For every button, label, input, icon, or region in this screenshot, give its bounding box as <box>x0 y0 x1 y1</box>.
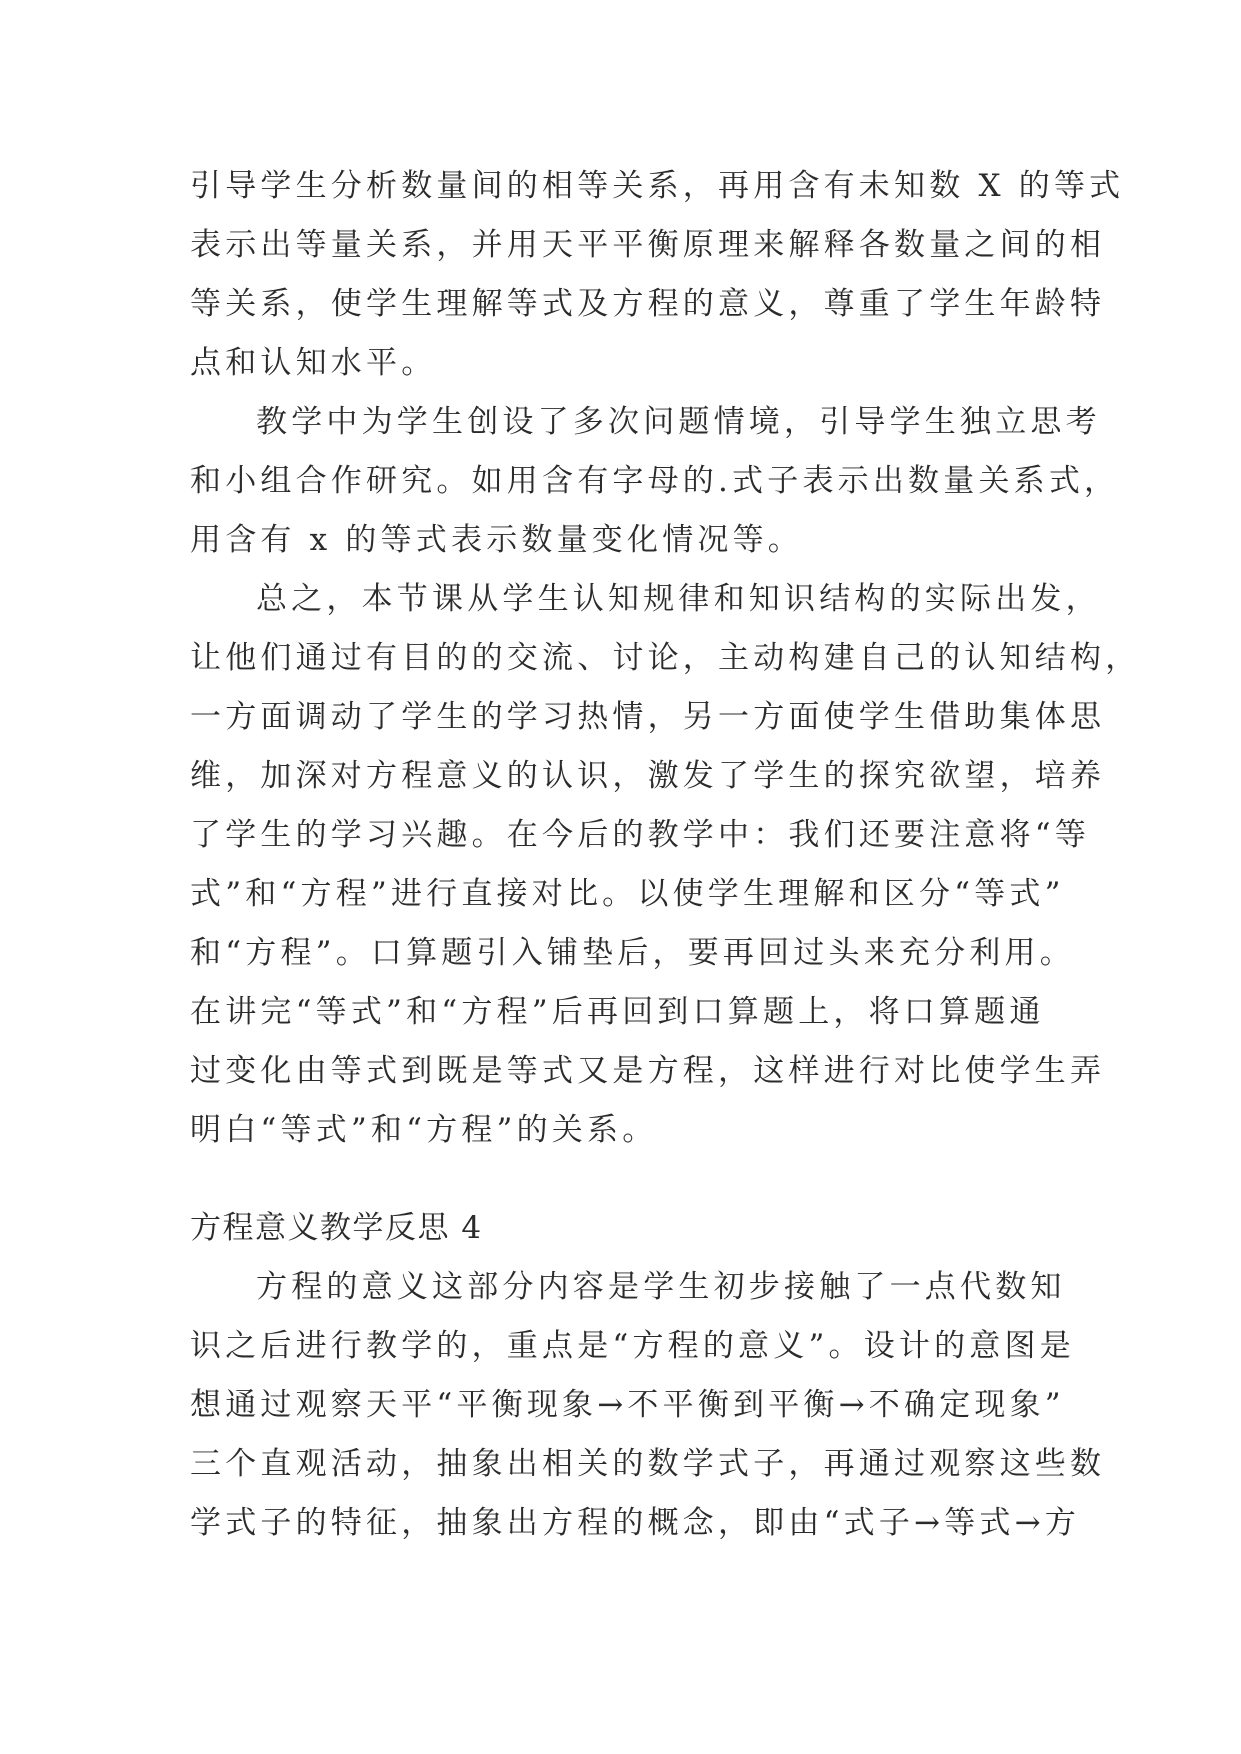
section-heading: 方程意义教学反思 4 <box>190 1210 483 1246</box>
paragraph-line: 等关系，使学生理解等式及方程的意义，尊重了学生年龄特 <box>190 286 1106 322</box>
paragraph-line: 过变化由等式到既是等式又是方程，这样进行对比使学生弄 <box>190 1053 1106 1089</box>
paragraph-line: 让他们通过有目的的交流、讨论，主动构建自己的认知结构， <box>190 640 1141 676</box>
paragraph-line: 识之后进行教学的，重点是“方程的意义”。设计的意图是 <box>190 1328 1075 1364</box>
paragraph-line: 总之，本节课从学生认知规律和知识结构的实际出发， <box>256 581 1101 617</box>
paragraph-line: 点和认知水平。 <box>190 345 437 381</box>
paragraph-line: 式”和“方程”进行直接对比。以使学生理解和区分“等式” <box>190 876 1065 912</box>
paragraph-line: 学式子的特征，抽象出方程的概念，即由“式子→等式→方 <box>190 1505 1080 1541</box>
paragraph-line: 维，加深对方程意义的认识，激发了学生的探究欲望，培养 <box>190 758 1106 794</box>
paragraph-line: 在讲完“等式”和“方程”后再回到口算题上，将口算题通 <box>190 994 1045 1030</box>
paragraph-line: 了学生的学习兴趣。在今后的教学中：我们还要注意将“等 <box>190 817 1091 853</box>
paragraph-line: 引导学生分析数量间的相等关系，再用含有未知数 X 的等式 <box>190 168 1125 204</box>
paragraph-line: 和小组合作研究。如用含有字母的.式子表示出数量关系式， <box>190 463 1120 499</box>
paragraph-line: 和“方程”。口算题引入铺垫后，要再回过头来充分利用。 <box>190 935 1075 971</box>
paragraph-line: 一方面调动了学生的学习热情，另一方面使学生借助集体思 <box>190 699 1106 735</box>
paragraph-line: 教学中为学生创设了多次问题情境，引导学生独立思考 <box>256 404 1101 440</box>
paragraph-line: 方程的意义这部分内容是学生初步接触了一点代数知 <box>256 1269 1066 1305</box>
paragraph-line: 想通过观察天平“平衡现象→不平衡到平衡→不确定现象” <box>190 1387 1065 1423</box>
paragraph-line: 三个直观活动，抽象出相关的数学式子，再通过观察这些数 <box>190 1446 1106 1482</box>
paragraph-line: 表示出等量关系，并用天平平衡原理来解释各数量之间的相 <box>190 227 1106 263</box>
paragraph-line: 明白“等式”和“方程”的关系。 <box>190 1112 658 1148</box>
paragraph-line: 用含有 x 的等式表示数量变化情况等。 <box>190 522 803 558</box>
